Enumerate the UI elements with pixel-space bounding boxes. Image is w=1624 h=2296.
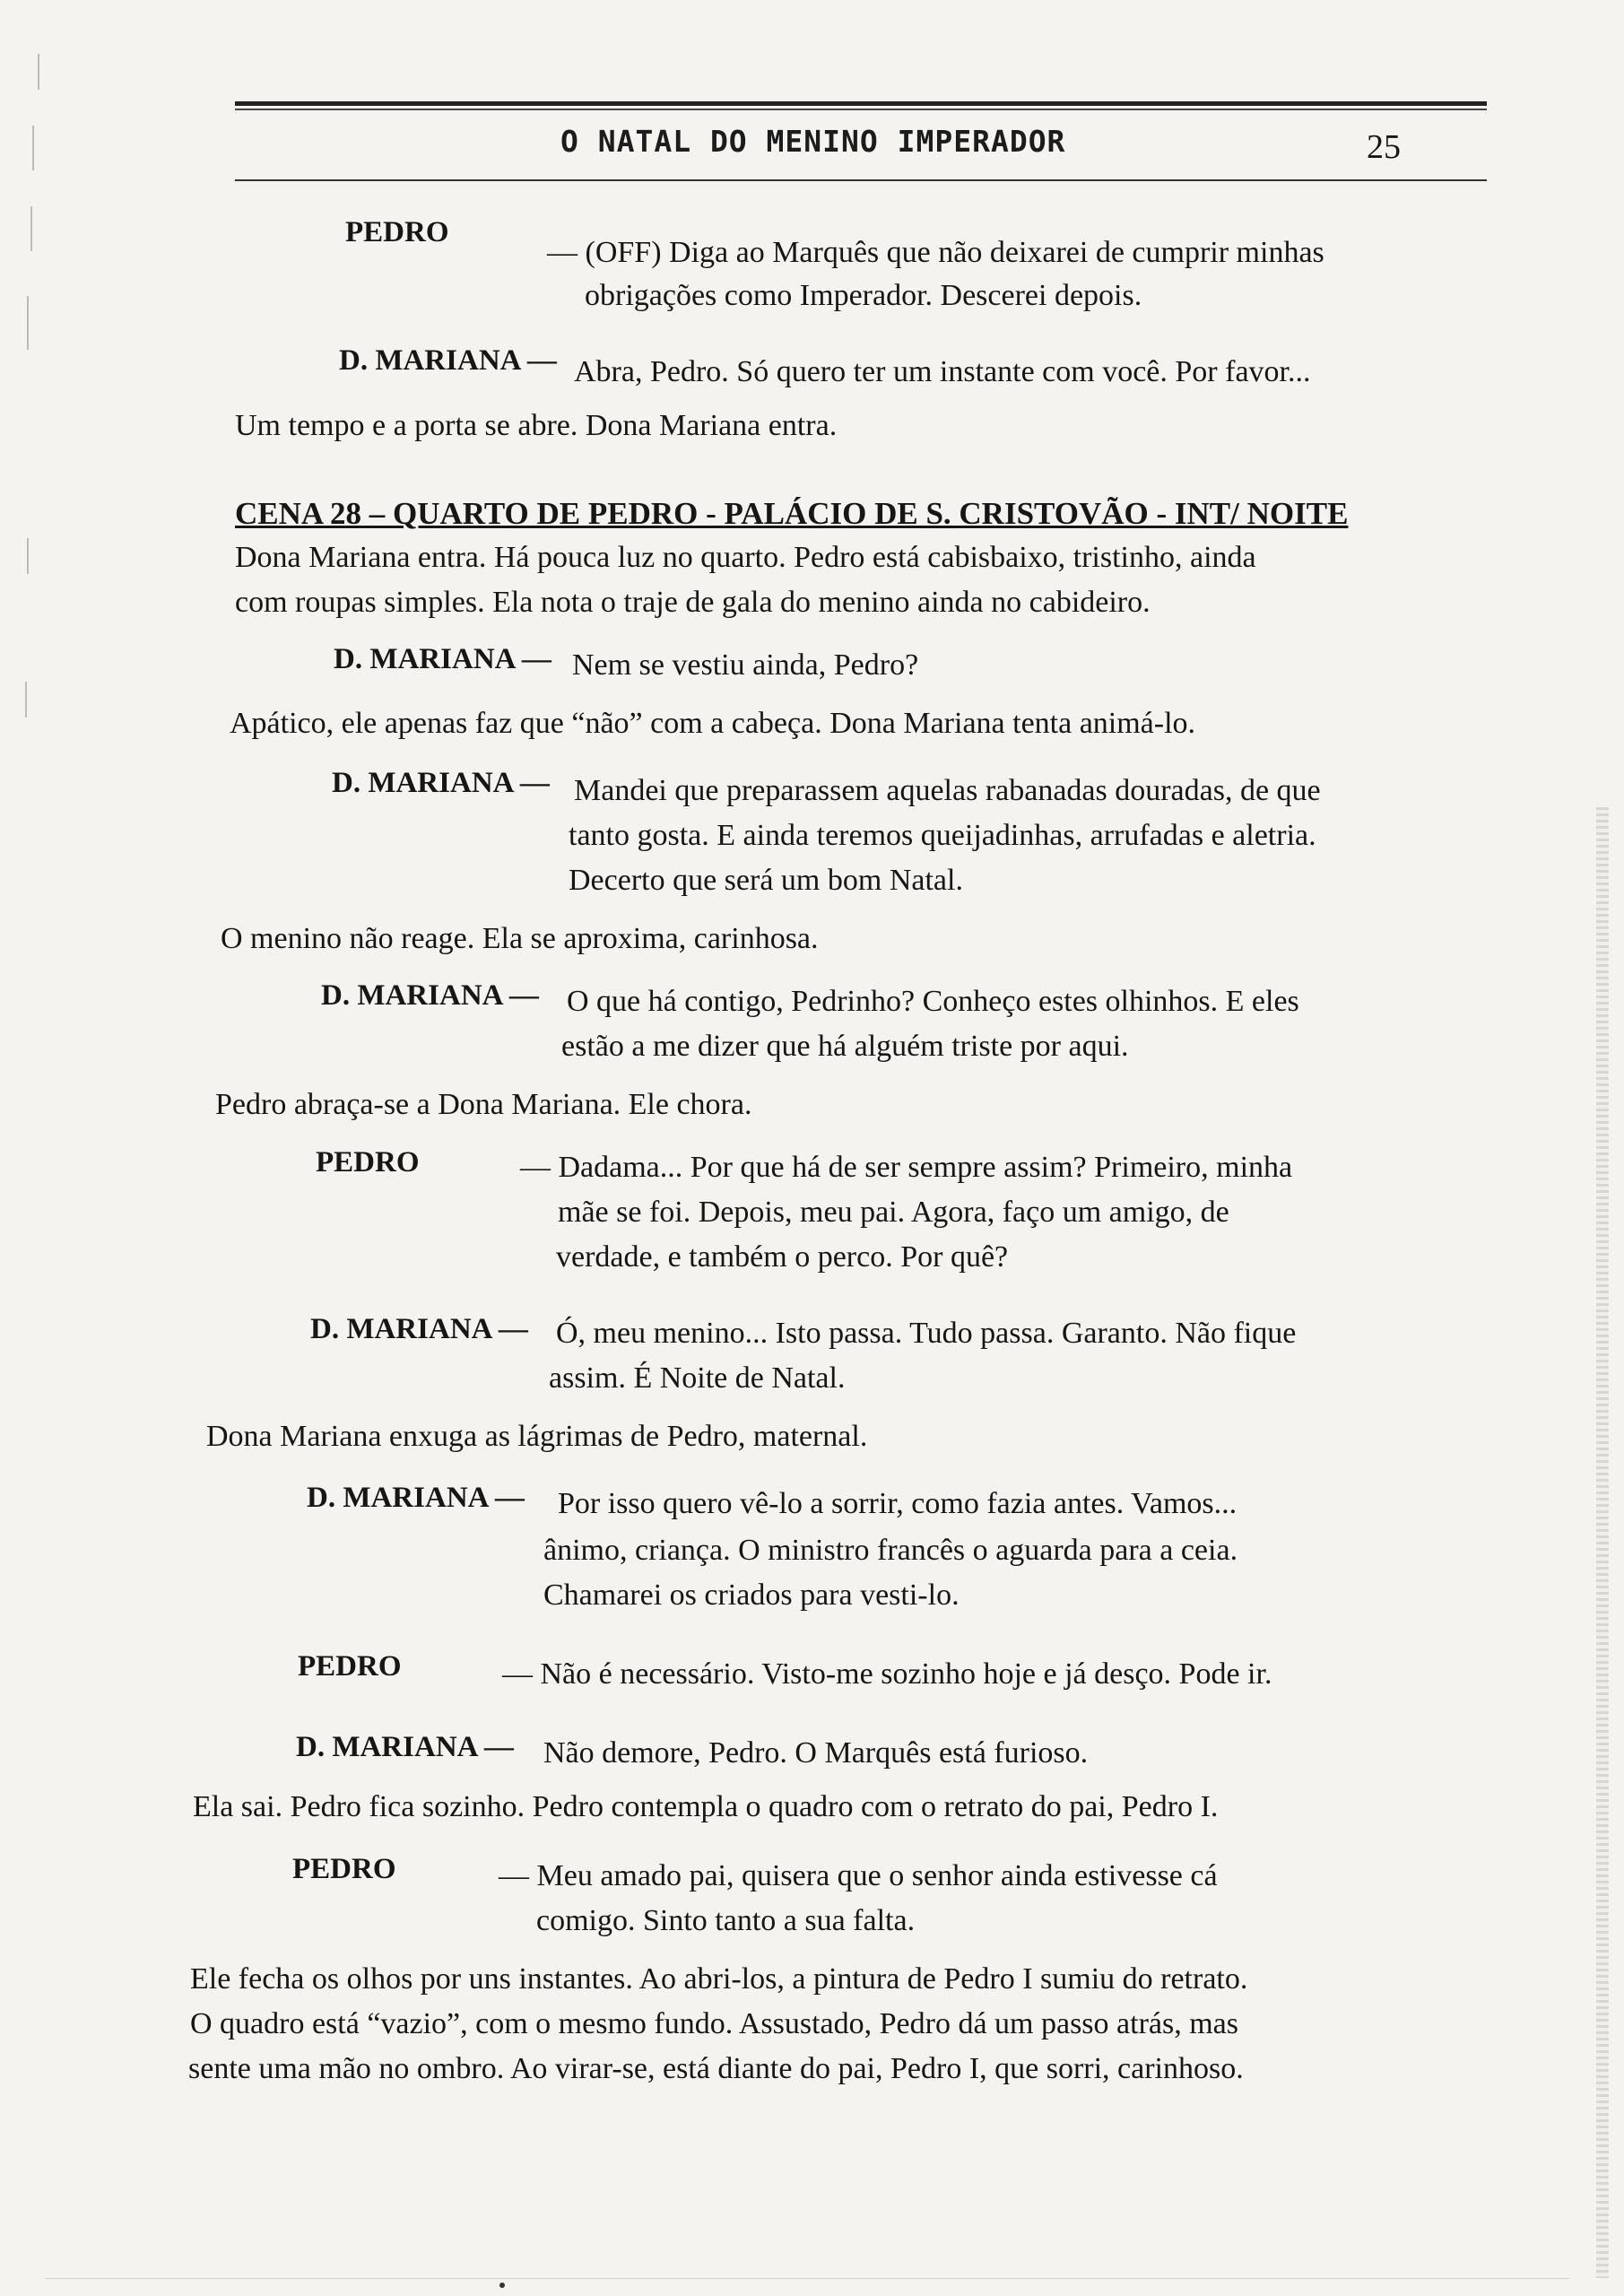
header-underline: [235, 179, 1487, 181]
action-line: Apático, ele apenas faz que “não” com a cabeça. Dona Mariana tenta animá-lo.: [230, 707, 1196, 740]
action-line: Ele fecha os olhos por uns instantes. Ao abri-los, a pintura de Pedro I sumiu do retrato.: [190, 1962, 1248, 1996]
header-rule-thin: [235, 109, 1487, 110]
action-line: com roupas simples. Ela nota o traje de gala do menino ainda no cabideiro.: [235, 586, 1151, 619]
speaker-label: D. MARIANA —: [296, 1731, 514, 1763]
speaker-label: D. MARIANA —: [334, 643, 551, 675]
scan-mark: [38, 54, 39, 90]
dialogue-line: assim. É Noite de Natal.: [549, 1361, 846, 1395]
dialogue-line: O que há contigo, Pedrinho? Conheço estes olhinhos. E eles: [567, 985, 1299, 1018]
scan-bottom-line: [45, 2278, 1569, 2279]
dialogue-line: Decerto que será um bom Natal.: [569, 864, 963, 897]
action-line: Dona Mariana enxuga as lágrimas de Pedro, maternal.: [206, 1420, 868, 1453]
scan-mark: [25, 682, 27, 718]
dialogue-line: Mandei que preparassem aquelas rabanadas douradas, de que: [574, 774, 1321, 807]
dialogue-line: — Meu amado pai, quisera que o senhor ainda estivesse cá: [499, 1859, 1218, 1892]
action-line: O quadro está “vazio”, com o mesmo fundo. Assustado, Pedro dá um passo atrás, mas: [190, 2007, 1238, 2040]
scan-mark: [32, 126, 34, 170]
action-line: sente uma mão no ombro. Ao virar-se, está diante do pai, Pedro I, que sorri, carinhoso.: [188, 2052, 1244, 2085]
page-number: 25: [1367, 128, 1401, 166]
scan-mark: [27, 296, 29, 350]
speaker-label: D. MARIANA —: [321, 979, 539, 1012]
dialogue-line: — Não é necessário. Visto-me sozinho hoje e já desço. Pode ir.: [502, 1657, 1272, 1691]
speaker-label: PEDRO: [345, 216, 449, 248]
speaker-label: PEDRO: [298, 1650, 402, 1683]
dialogue-line: Por isso quero vê-lo a sorrir, como fazia antes. Vamos...: [558, 1487, 1238, 1520]
speaker-label: PEDRO: [292, 1853, 396, 1885]
speaker-label: D. MARIANA —: [332, 767, 550, 799]
dialogue-line: — (OFF) Diga ao Marquês que não deixarei de cumprir minhas: [547, 236, 1324, 269]
dialogue-line: comigo. Sinto tanto a sua falta.: [536, 1904, 916, 1937]
dialogue-line: verdade, e também o perco. Por quê?: [556, 1240, 1009, 1274]
action-line: O menino não reage. Ela se aproxima, carinhosa.: [221, 922, 819, 955]
running-header: O NATAL DO MENINO IMPERADOR: [560, 124, 1066, 159]
dialogue-line: Não demore, Pedro. O Marquês está furioso.: [543, 1736, 1089, 1770]
header-rule: [235, 101, 1487, 106]
scan-mark: [30, 206, 32, 251]
scene-heading: CENA 28 – QUARTO DE PEDRO - PALÁCIO DE S. CRISTOVÃO - INT/ NOITE: [235, 496, 1349, 531]
speaker-label: D. MARIANA —: [310, 1313, 528, 1345]
action-line: Pedro abraça-se a Dona Mariana. Ele chora.: [215, 1088, 752, 1121]
speaker-label: PEDRO: [316, 1146, 420, 1178]
scan-dot: [499, 2283, 505, 2288]
speaker-label: D. MARIANA —: [339, 344, 557, 377]
action-line: Um tempo e a porta se abre. Dona Mariana entra.: [235, 409, 838, 442]
dialogue-line: ânimo, criança. O ministro francês o aguarda para a ceia.: [543, 1534, 1238, 1567]
scan-edge: [1596, 807, 1609, 2278]
dialogue-line: mãe se foi. Depois, meu pai. Agora, faço um amigo, de: [558, 1196, 1229, 1229]
speaker-label: D. MARIANA —: [307, 1482, 525, 1514]
action-line: Ela sai. Pedro fica sozinho. Pedro contempla o quadro com o retrato do pai, Pedro I.: [193, 1790, 1219, 1823]
dialogue-line: Chamarei os criados para vesti-lo.: [543, 1578, 960, 1612]
dialogue-line: — Dadama... Por que há de ser sempre assim? Primeiro, minha: [520, 1151, 1293, 1184]
dialogue-line: Nem se vestiu ainda, Pedro?: [572, 648, 919, 682]
dialogue-line: tanto gosta. E ainda teremos queijadinhas, arrufadas e aletria.: [569, 819, 1316, 852]
dialogue-line: Abra, Pedro. Só quero ter um instante com você. Por favor...: [574, 355, 1311, 388]
dialogue-line: obrigações como Imperador. Descerei depois.: [585, 279, 1142, 312]
dialogue-line: Ó, meu menino... Isto passa. Tudo passa. Garanto. Não fique: [556, 1317, 1297, 1350]
dialogue-line: estão a me dizer que há alguém triste por aqui.: [561, 1030, 1129, 1063]
scan-mark: [27, 538, 29, 574]
action-line: Dona Mariana entra. Há pouca luz no quarto. Pedro está cabisbaixo, tristinho, ainda: [235, 541, 1256, 574]
